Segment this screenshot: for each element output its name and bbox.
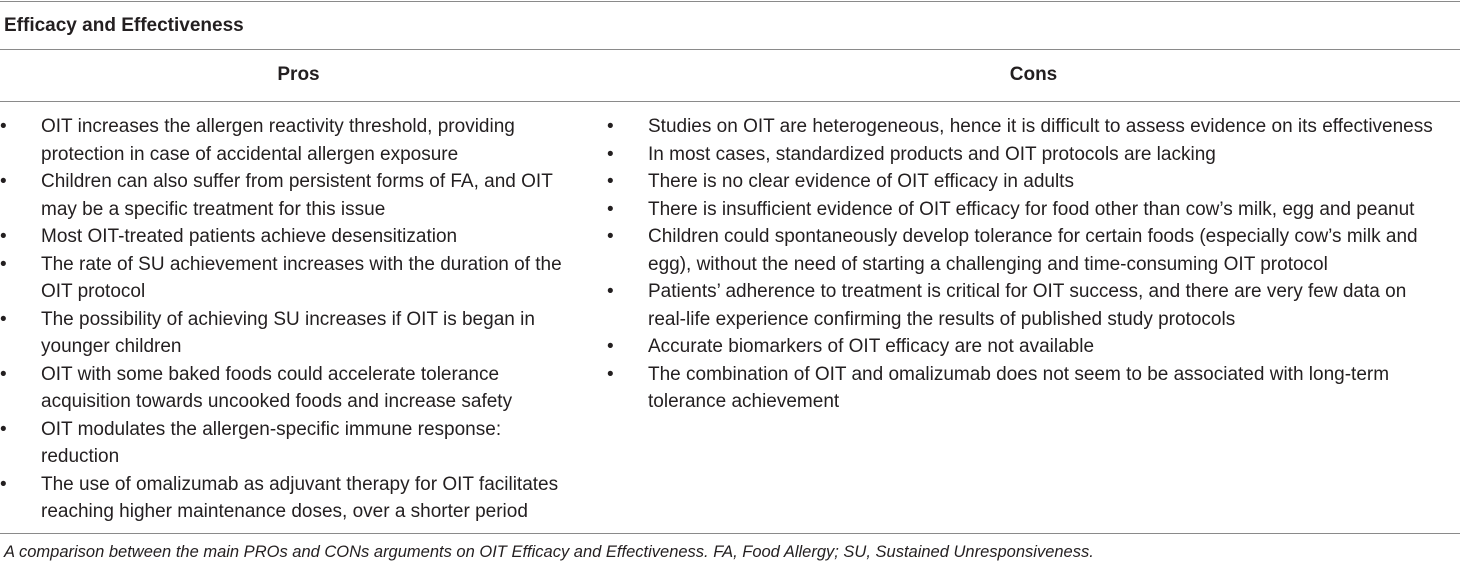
pros-item-text-line: Most OIT-treated patients achieve desensitization (41, 226, 458, 247)
cons-item-text-line: tolerance achievement (648, 391, 840, 412)
pros-item (0, 416, 597, 471)
cons-item (607, 196, 1460, 224)
bullet-marker: • (607, 226, 614, 247)
pros-item-text-line: protection in case of accidental allergen exposure (41, 143, 459, 165)
cons-item-text-line: There is insufficient evidence of OIT efficacy for food other than cow’s milk, egg and peanut (648, 198, 1415, 220)
cons-list (607, 113, 1460, 416)
bullet-marker: • (607, 281, 614, 302)
table-caption: A comparison between the main PROs and CONs arguments on OIT Efficacy and Effectiveness. FA, Food Allergy; SU, Sustained Unresponsiveness. (4, 543, 1094, 561)
pros-item (0, 223, 597, 251)
cons-item-text-line: real-life experience confirming the results of published study protocols (648, 308, 1236, 330)
pros-item-text-line: The possibility of achieving SU increases if OIT is began in (41, 308, 535, 330)
bullet-marker: • (0, 116, 7, 137)
cons-item-text-line: Children could spontaneously develop tolerance for certain foods (especially cow’s milk and (648, 226, 1418, 247)
cons-item-text-line: In most cases, standardized products and OIT protocols are lacking (648, 143, 1216, 165)
cons-item (607, 168, 1460, 196)
cons-item (607, 113, 1460, 141)
cons-column-header: Cons (1009, 64, 1058, 85)
bullet-marker: • (0, 226, 7, 247)
cons-item (607, 278, 1460, 333)
bullet-marker: • (607, 363, 614, 385)
pros-item (0, 361, 597, 416)
pros-item-text-line: younger children (41, 336, 182, 357)
bullet-marker: • (0, 473, 7, 495)
pros-item (0, 251, 597, 306)
pros-column-header: Pros (277, 64, 320, 85)
pros-item-text-line: OIT protocol (41, 281, 146, 302)
pros-item (0, 168, 597, 223)
pros-item-text-line: OIT increases the allergen reactivity threshold, providing (41, 116, 515, 137)
bullet-marker: • (607, 198, 614, 220)
bullet-marker: • (0, 253, 7, 275)
bullet-marker: • (607, 143, 614, 165)
header-divider-rule (0, 101, 1460, 102)
table-top-rule (0, 1, 1460, 2)
cons-item-text-line: Patients’ adherence to treatment is critical for OIT success, and there are very few data on (648, 281, 1407, 302)
cons-item (607, 223, 1460, 278)
pros-item-text-line: reduction (41, 446, 120, 467)
bullet-marker: • (607, 171, 614, 192)
pros-item-text-line: OIT modulates the allergen-specific immune response: (41, 418, 502, 440)
pros-item-text-line: may be a specific treatment for this issue (41, 198, 386, 220)
bullet-marker: • (607, 116, 614, 137)
bullet-marker: • (607, 336, 614, 357)
table-title: Efficacy and Effectiveness (4, 15, 244, 36)
cons-item-text-line: The combination of OIT and omalizumab does not seem to be associated with long-term (648, 363, 1390, 385)
cons-item-text-line: Accurate biomarkers of OIT efficacy are not available (648, 336, 1095, 357)
bullet-marker: • (0, 171, 7, 192)
cons-item-text-line: There is no clear evidence of OIT efficacy in adults (648, 171, 1074, 192)
pros-list (0, 113, 597, 526)
pros-item (0, 471, 597, 526)
pros-item-text-line: The use of omalizumab as adjuvant therapy for OIT facilitates (41, 473, 559, 495)
pros-item (0, 306, 597, 361)
cons-item (607, 361, 1460, 416)
title-divider-rule (0, 49, 1460, 50)
bullet-marker: • (0, 418, 7, 440)
cons-item-text-line: egg), without the need of starting a challenging and time-consuming OIT protocol (648, 253, 1328, 275)
cons-item (607, 141, 1460, 169)
pros-item-text-line: Children can also suffer from persistent forms of FA, and OIT (41, 171, 553, 192)
bullet-marker: • (0, 363, 7, 385)
pros-item-text-line: reaching higher maintenance doses, over a shorter period (41, 501, 528, 522)
pros-item-text-line: acquisition towards uncooked foods and increase safety (41, 391, 513, 412)
cons-item-text-line: Studies on OIT are heterogeneous, hence it is difficult to assess evidence on its effectiveness (648, 116, 1433, 137)
pros-item (0, 113, 597, 168)
pros-item-text-line: OIT with some baked foods could accelerate tolerance (41, 363, 500, 385)
table-bottom-rule (0, 533, 1460, 534)
cons-item (607, 333, 1460, 361)
bullet-marker: • (0, 308, 7, 330)
pros-item-text-line: The rate of SU achievement increases with the duration of the (41, 253, 562, 275)
